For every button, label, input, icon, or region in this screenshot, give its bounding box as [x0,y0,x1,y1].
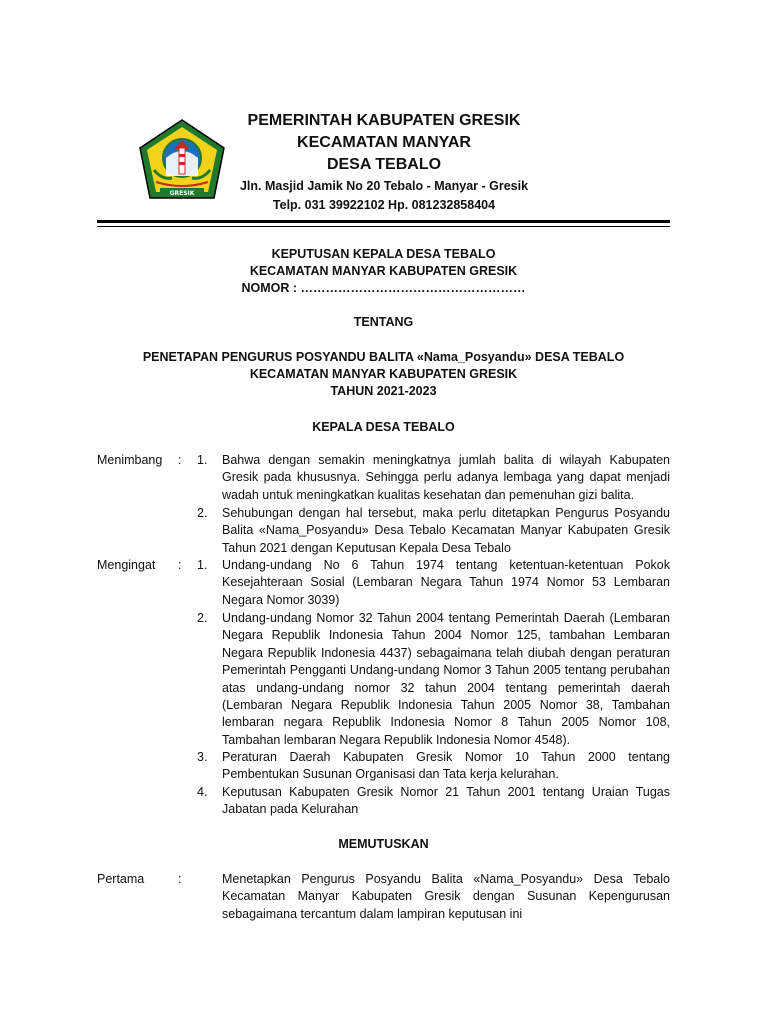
clause-text: Menetapkan Pengurus Posyandu Balita «Nama_Posyandu» Desa Tebalo Kecamatan Manyar Kabupaten Gresik dengan Susunan Kepengurusan sebagaimana tercantum dalam lampiran keputusan ini [222,872,670,921]
official-heading: KEPALA DESA TEBALO [312,420,455,434]
item-number: 2. [197,611,208,625]
mengingat-label: Mengingat [97,558,156,572]
svg-text:GRESIK: GRESIK [169,190,195,197]
menimbang-colon: : [178,453,182,467]
letterhead-divider-thin [97,226,670,227]
item-text: Keputusan Kabupaten Gresik Nomor 21 Tahun 2001 tentang Uraian Tugas Jabatan pada Kelurahan [222,785,670,817]
mengingat-colon: : [178,558,182,572]
government-name: PEMERINTAH KABUPATEN GRESIK [247,112,521,129]
item-text: Undang-undang No 6 Tahun 1974 tentang ketentuan-ketentuan Pokok Kesejahteraan Sosial (Lembaran Negara Tahun 1974 Nomor 53 Lembaran Negara Nomor 3039) [222,558,670,607]
pertama-colon: : [178,872,182,886]
office-address: Jln. Masjid Jamik No 20 Tebalo - Manyar - Gresik [239,179,529,193]
subject-line-3: TAHUN 2021-2023 [330,384,437,398]
item-text: Peraturan Daerah Kabupaten Gresik Nomor 10 Tahun 2000 tentang Pembentukan Susunan Organisasi dan Tata kerja kelurahan. [222,750,670,782]
pertama-label: Pertama [97,872,145,886]
subject-line-2: KECAMATAN MANYAR KABUPATEN GRESIK [249,367,518,381]
item-number: 3. [197,750,208,764]
decree-title: KEPUTUSAN KEPALA DESA TEBALO [271,247,496,261]
letterhead [230,110,538,214]
item-number: 1. [197,453,208,467]
subject-line-1: PENETAPAN PENGURUS POSYANDU BALITA «Nama_Posyandu» DESA TEBALO [142,350,625,364]
office-phone: Telp. 031 39922102 Hp. 081232858404 [272,198,496,212]
item-text: Sehubungan dengan hal tersebut, maka perlu ditetapkan Pengurus Posyandu Balita «Nama_Posyandu» Desa Tebalo Kecamatan Manyar Kabupaten Gresik Tahun 2021 dengan Keputusan Kepala Desa Tebalo [222,506,670,555]
item-number: 4. [197,785,208,799]
item-text: Undang-undang Nomor 32 Tahun 2004 tentang Pemerintah Daerah (Lembaran Negara Republik Indonesia Tahun 2004 Nomor 125, tambahan Lembaran Negara Republik Indonesia 4437) sebagaimana telah diubah dengan peraturan Pemerintah Pengganti Undang-undang Nomor 3 Tahun 2005 tentang perubahan atas undang-undang nomor 32 tahun 2004 tentang pemerintah daerah (Lembaran Negara Republik Indonesia Tahun 2005 Nomor 38, Tambahan lembaran negara Republik Indonesia Nomor 8 Tahun 2005 Nomor 108, Tambahan lembaran Negara Republik Indonesia Nomor 4548). [222,611,670,747]
decree-number: NOMOR : ……………………………………………… [241,281,526,295]
tentang-heading: TENTANG [353,315,414,329]
gresik-regency-emblem [136,118,228,210]
decree-subject [97,349,670,400]
village-name: DESA TEBALO [326,156,442,173]
item-text: Bahwa dengan semakin meningkatnya jumlah balita di wilayah Kabupaten Gresik pada khususnya. Sehingga perlu adanya lembaga yang dapat menjadi wadah untuk meningkatkan kualitas kesehatan dan pemenuhan gizi balita. [222,453,670,502]
memutuskan-heading: MEMUTUSKAN [338,837,429,851]
letterhead-divider-thick [97,220,670,223]
menimbang-label: Menimbang [97,453,163,467]
decree-heading [97,246,670,297]
district-name: KECAMATAN MANYAR [297,134,471,151]
item-number: 2. [197,506,208,520]
item-number: 1. [197,558,208,572]
decree-subtitle: KECAMATAN MANYAR KABUPATEN GRESIK [249,264,518,278]
